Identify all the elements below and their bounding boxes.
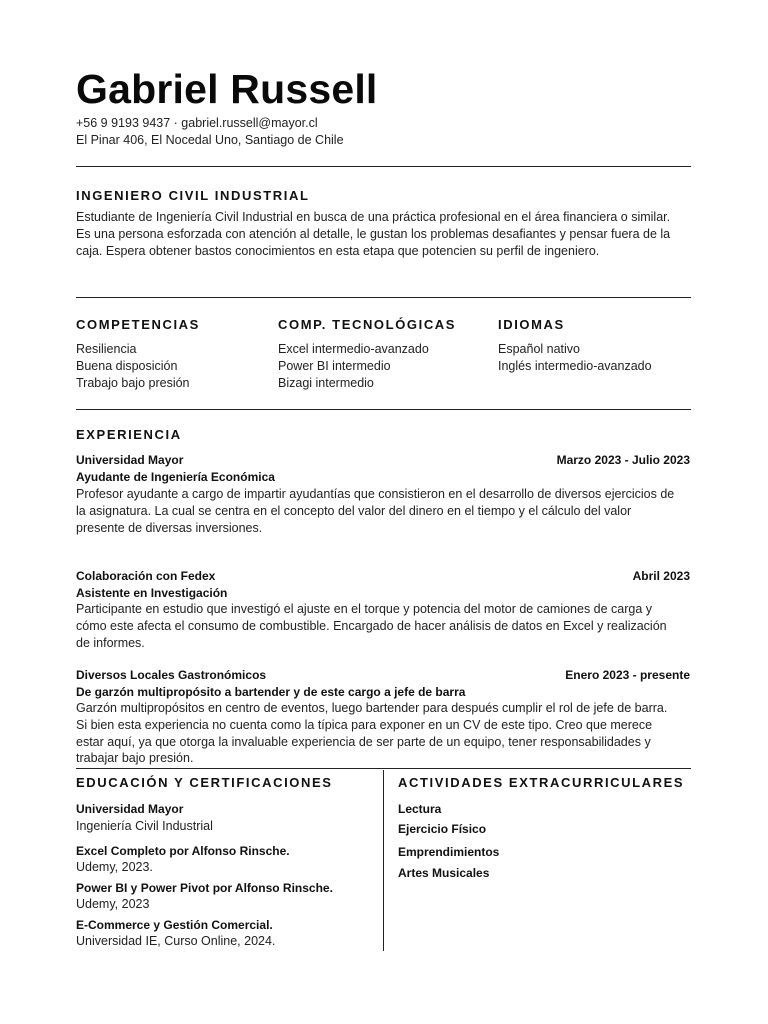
job-line: Si bien esta experiencia no cuenta como la típica para exponer en un CV de este tipo. Creo que merece	[76, 717, 653, 732]
idiomas-title: IDIOMAS	[498, 317, 565, 332]
education-detail: Udemy, 2023	[76, 897, 150, 911]
competencias-list	[76, 341, 190, 391]
education-detail: Udemy, 2023.	[76, 860, 153, 874]
contact-line: +56 9 9193 9437 · gabriel.russell@mayor.cl	[76, 116, 318, 130]
job-line: trabajar bajo presión.	[76, 751, 194, 766]
job-description	[76, 700, 696, 767]
job-line: la asignatura. La cual se centra en el concepto del valor del dinero en el tiempo y el cálculo del valor	[76, 503, 632, 518]
job-line: estar aquí, ya que otorga la invaluable experiencia de ser parte de un equipo, tener responsabilidades y	[76, 734, 651, 749]
education-detail: Ingeniería Civil Industrial	[76, 819, 213, 833]
profile-line: Es una persona esforzada con atención al detalle, le gustan los problemas desafiantes y pensar fuera de la	[76, 226, 671, 241]
job-role: Asistente en Investigación	[76, 586, 228, 600]
divider	[76, 297, 691, 298]
job-dates: Marzo 2023 - Julio 2023	[556, 453, 690, 467]
list-item: Power BI intermedio	[278, 358, 391, 373]
job-description	[76, 601, 696, 651]
activity-item: Artes Musicales	[398, 866, 490, 880]
list-item: Español nativo	[498, 342, 581, 356]
job-role: De garzón multipropósito a bartender y de este cargo a jefe de barra	[76, 685, 466, 699]
job-line: presente de diversas inversiones.	[76, 520, 263, 535]
profile-title: INGENIERO CIVIL INDUSTRIAL	[76, 188, 310, 203]
activity-item: Emprendimientos	[398, 845, 500, 859]
tecnologicas-title: COMP. TECNOLÓGICAS	[278, 317, 457, 332]
list-item: Trabajo bajo presión	[76, 375, 190, 390]
address: El Pinar 406, El Nocedal Uno, Santiago de Chile	[76, 133, 344, 147]
job-org: Colaboración con Fedex	[76, 569, 216, 583]
activity-item: Ejercicio Físico	[398, 822, 487, 836]
profile-summary	[76, 209, 696, 259]
divider	[76, 768, 691, 769]
tecnologicas-list	[278, 341, 429, 391]
list-item: Buena disposición	[76, 358, 178, 373]
education-title: EDUCACIÓN Y CERTIFICACIONES	[76, 775, 333, 790]
job-org: Universidad Mayor	[76, 453, 184, 467]
full-name: Gabriel Russell	[76, 66, 378, 112]
profile-line: Estudiante de Ingeniería Civil Industrial en busca de una práctica profesional en el área financiera o similar.	[76, 210, 671, 224]
education-name: E-Commerce y Gestión Comercial.	[76, 918, 273, 932]
job-line: de informes.	[76, 635, 145, 650]
list-item: Bizagi intermedio	[278, 375, 374, 390]
experience-title: EXPERIENCIA	[76, 427, 182, 442]
education-name: Universidad Mayor	[76, 802, 184, 816]
competencias-title: COMPETENCIAS	[76, 317, 200, 332]
activity-item: Lectura	[398, 802, 442, 816]
job-dates: Abril 2023	[632, 569, 690, 583]
job-description	[76, 486, 696, 536]
job-role: Ayudante de Ingeniería Económica	[76, 470, 275, 484]
job-dates: Enero 2023 - presente	[565, 668, 690, 682]
education-name: Excel Completo por Alfonso Rinsche.	[76, 844, 290, 858]
job-line: Garzón multipropósitos en centro de eventos, luego bartender para después cumplir el rol de jefe de barra.	[76, 701, 668, 715]
education-detail: Universidad IE, Curso Online, 2024.	[76, 934, 276, 948]
job-org: Diversos Locales Gastronómicos	[76, 668, 267, 682]
idiomas-list	[498, 341, 652, 375]
job-line: Profesor ayudante a cargo de impartir ayudantías que consistieron en el desarrollo de diversos ejercicios de	[76, 487, 675, 501]
education-name: Power BI y Power Pivot por Alfonso Rinsche.	[76, 881, 333, 895]
activities-title: ACTIVIDADES EXTRACURRICULARES	[398, 775, 685, 790]
profile-line: caja. Espera obtener bastos conocimientos en esta etapa que potencien su perfil de ingeniero.	[76, 243, 600, 258]
list-item: Inglés intermedio-avanzado	[498, 358, 652, 373]
job-line: Participante en estudio que investigó el ajuste en el torque y potencia del motor de camiones de carga y	[76, 602, 653, 616]
divider	[76, 409, 691, 410]
divider	[76, 166, 691, 167]
column-divider	[383, 770, 384, 951]
job-line: cómo este afecta el consumo de combustible. Encargado de hacer análisis de datos en Excel y realización	[76, 618, 667, 633]
list-item: Resiliencia	[76, 342, 137, 356]
list-item: Excel intermedio-avanzado	[278, 342, 429, 356]
